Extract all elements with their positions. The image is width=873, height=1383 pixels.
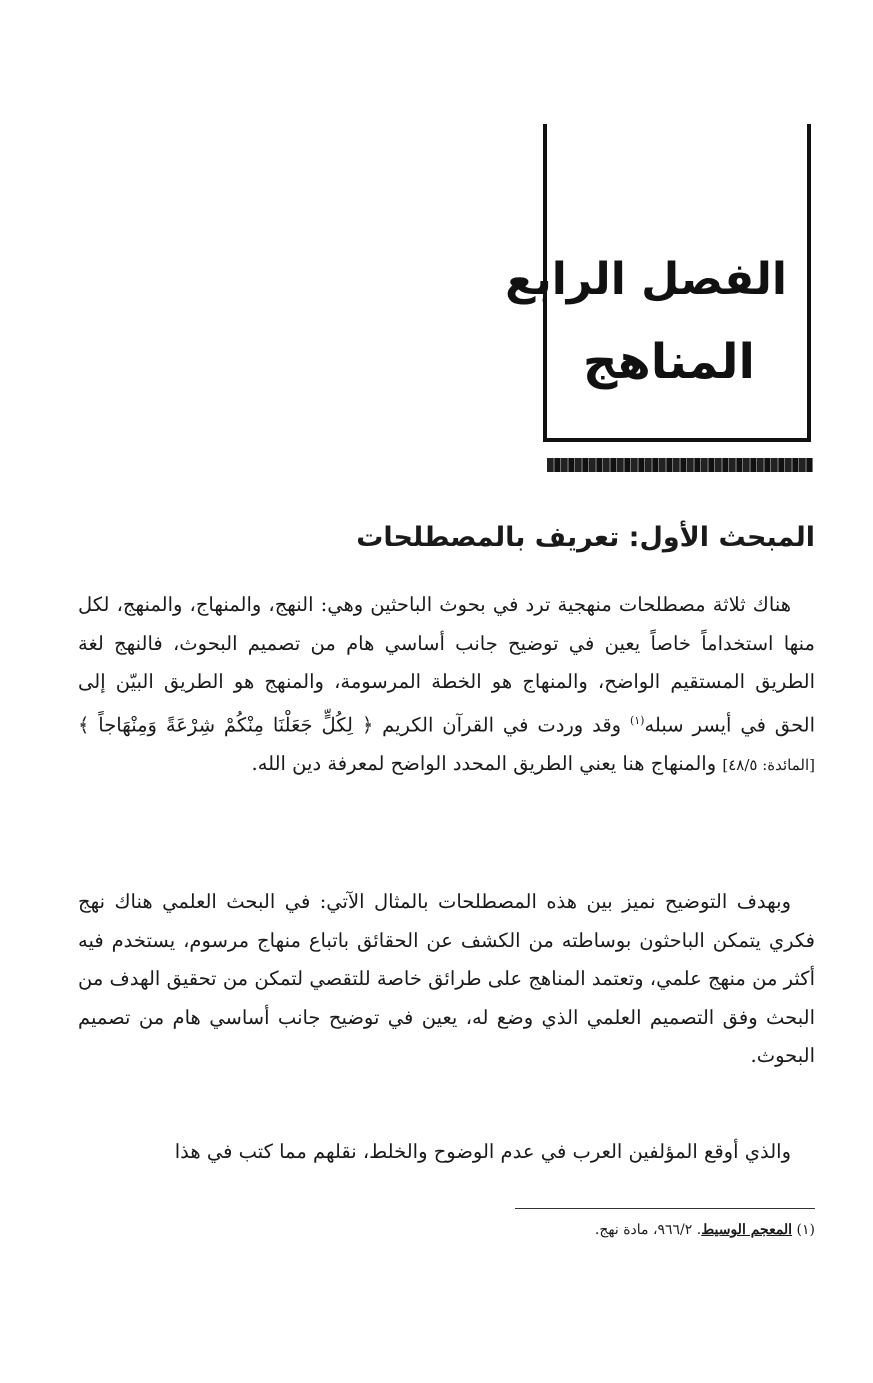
chapter-title: الفصل الرابع	[505, 254, 787, 305]
decorative-bar	[547, 458, 813, 472]
quran-citation: [المائدة: ٤٨/٥]	[722, 755, 815, 774]
footnote-source: المعجم الوسيط	[701, 1222, 793, 1238]
footnote-marker: (١)	[792, 1222, 815, 1238]
chapter-subtitle: المناهج	[582, 334, 755, 390]
paragraph-1-text-a: هناك ثلاثة مصطلحات منهجية ترد في بحوث الباحثين وهي: النهج، والمنهاج، والمنهج، لكل منها استخداماً خاصاً يعين في توضيح جانب أساسي هام من تصميم البحوث، فالنهج لغة الطريق المستقيم الواضح، والمنهاج هو الخطة المرسومة، والمنهج هو الطريق البيّن إلى الحق في أيسر سبله	[78, 593, 816, 736]
footnote-divider	[515, 1208, 815, 1209]
section-heading: المبحث الأول: تعريف بالمصطلحات	[356, 522, 815, 553]
footnote	[595, 1222, 815, 1238]
body-paragraph-2: وبهدف التوضيح نميز بين هذه المصطلحات بالمثال الآتي: في البحث العلمي هناك نهج فكري يتمكن الباحثون بوساطته من الكشف عن الحقائق باتباع منهاج مرسوم، يستخدم فيه أكثر من منهج علمي، وتعتمد المناهج على طرائق خاصة للتقصي لتمكن من تحقيق الهدف من البحث وفق التصميم العلمي الذي وضع له، يعين في توضيح جانب أساسي هام من تصميم البحوث.	[78, 890, 815, 1067]
body-paragraph-1	[78, 586, 815, 784]
paragraph-1-text-c: والمنهاج هنا يعني الطريق المحدد الواضح لمعرفة دين الله.	[251, 751, 723, 775]
footnote-detail: . ٩٦٦/٢، مادة نهج.	[594, 1222, 702, 1238]
chapter-title-frame	[505, 124, 811, 442]
body-paragraph-3: والذي أوقع المؤلفين العرب في عدم الوضوح والخلط، نقلهم مما كتب في هذا	[174, 1140, 791, 1163]
paragraph-1-text-b: وقد وردت في القرآن الكريم ﴿ لِكُلٍّ جَعَلْنَا مِنْكُمْ شِرْعَةً وَمِنْهَاجاً ﴾	[78, 713, 630, 736]
footnote-reference: (١)	[629, 713, 645, 727]
